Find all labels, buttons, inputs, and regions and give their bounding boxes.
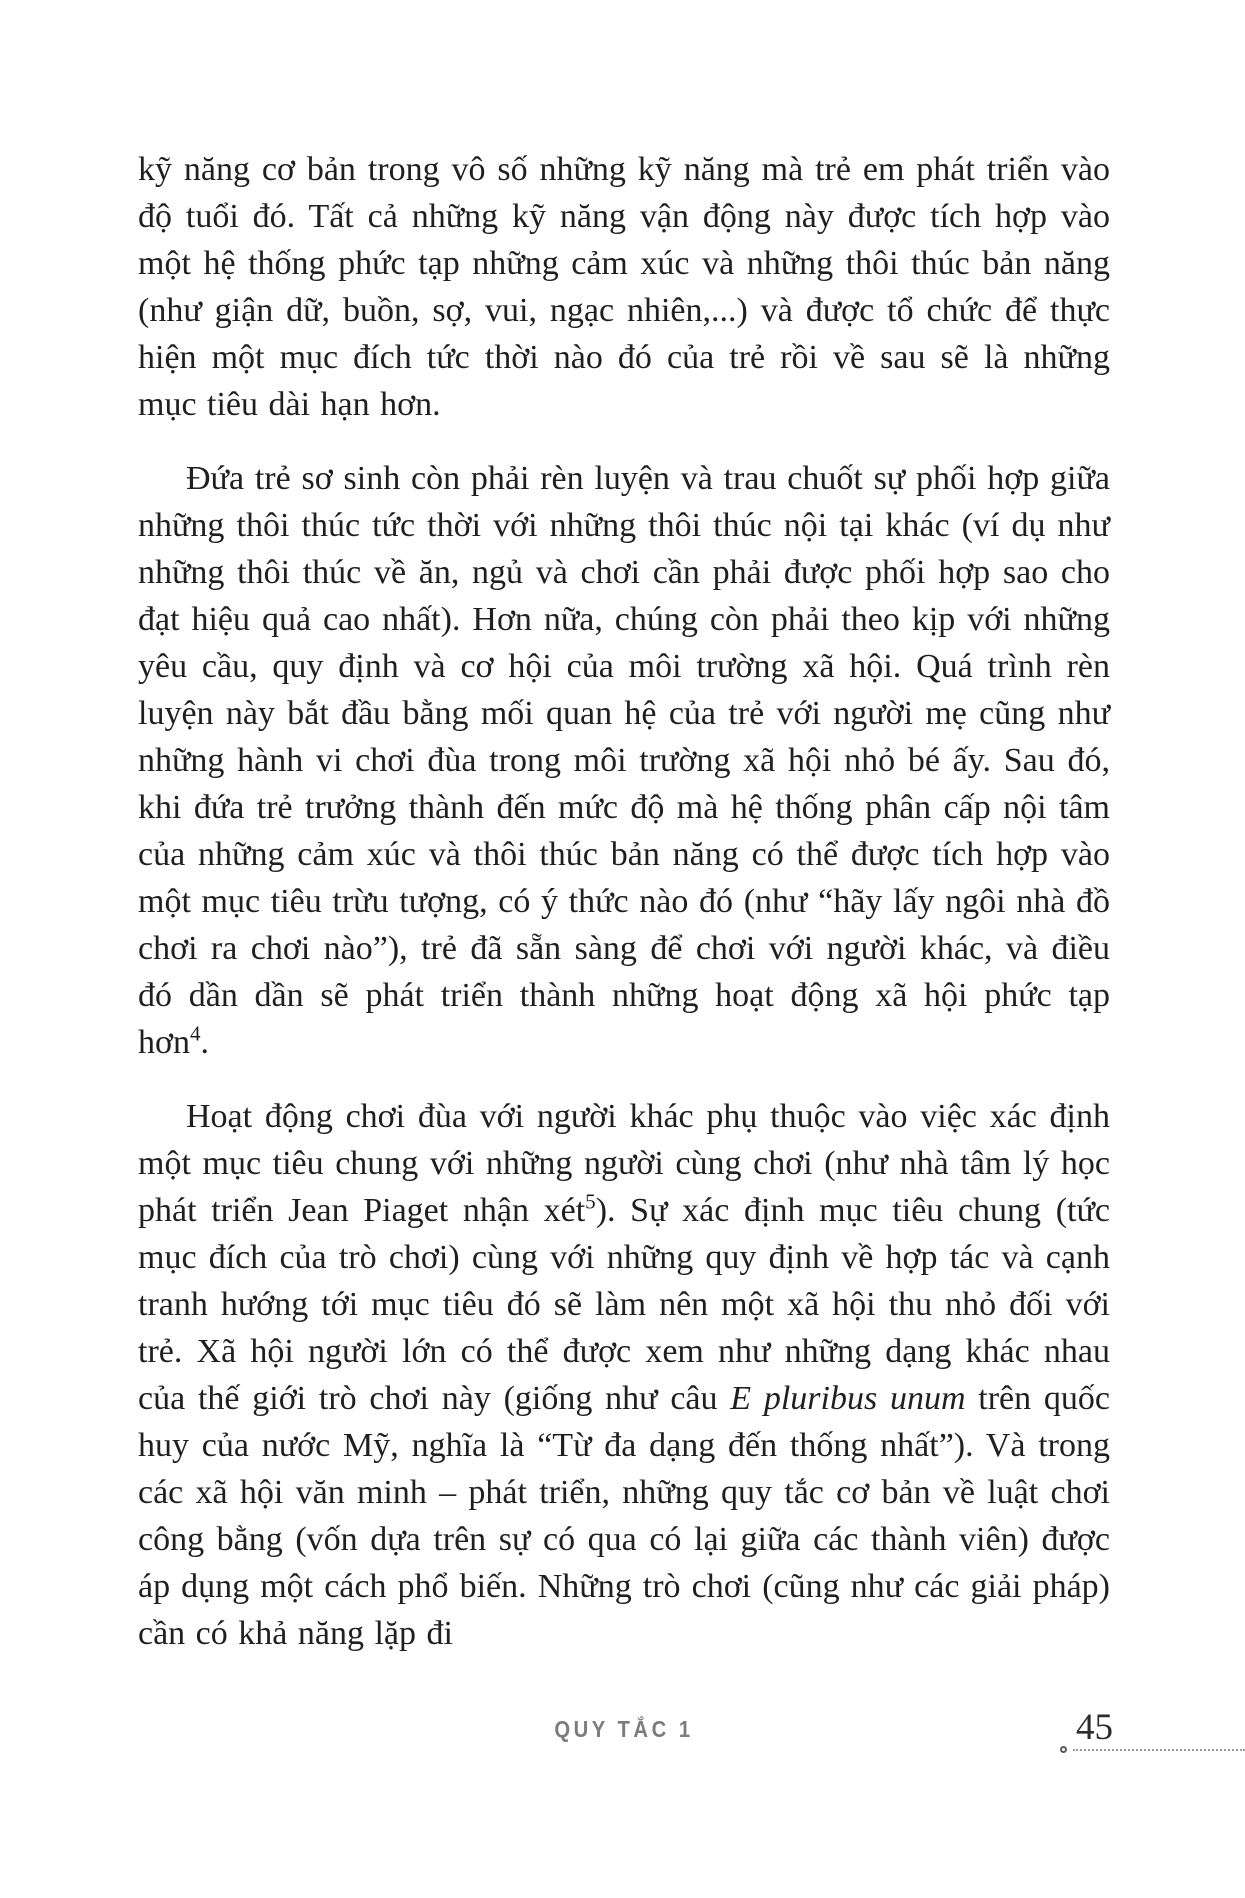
footer-circle-ornament: [1060, 1746, 1067, 1753]
footer-dotted-line: [1073, 1749, 1245, 1751]
running-head: QUY TẮC 1: [554, 1716, 694, 1742]
paragraph: [138, 146, 1110, 428]
text-segment: ). Sự xác định mục tiêu chung (tức mục đích của trò chơi) cùng với những quy định về hợp tác và cạnh tranh hướng tới mục tiêu đó sẽ làm nên một xã hội thu nhỏ đối với trẻ. Xã hội người lớn có thể được xem như những dạng khác nhau của thế giới trò chơi này (giống như câu: [138, 1192, 1110, 1417]
text-segment: kỹ năng cơ bản trong vô số những kỹ năng mà trẻ em phát triển vào độ tuổi đó. Tất cả những kỹ năng vận động này được tích hợp vào một hệ thống phức tạp những cảm xúc và những thôi thúc bản năng (như giận dữ, buồn, sợ, vui, ngạc nhiên,...) và được tổ chức để thực hiện một mục đích tức thời nào đó của trẻ rồi về sau sẽ là những mục tiêu dài hạn hơn.: [138, 151, 1110, 423]
page-number: 45: [1076, 1707, 1113, 1748]
text-segment: Đứa trẻ sơ sinh còn phải rèn luyện và trau chuốt sự phối hợp giữa những thôi thúc tức thời với những thôi thúc nội tại khác (ví dụ như những thôi thúc về ăn, ngủ và chơi cần phải được phối hợp sao cho đạt hiệu quả cao nhất). Hơn nữa, chúng còn phải theo kịp với những yêu cầu, quy định và cơ hội của môi trường xã hội. Quá trình rèn luyện này bắt đầu bằng mối quan hệ của trẻ với người mẹ cũng như những hành vi chơi đùa trong môi trường xã hội nhỏ bé ấy. Sau đó, khi đứa trẻ trưởng thành đến mức độ mà hệ thống phân cấp nội tâm của những cảm xúc và thôi thúc bản năng có thể được tích hợp vào một mục tiêu trừu tượng, có ý thức nào đó (như “hãy lấy ngôi nhà đồ chơi ra chơi nào”), trẻ đã sẵn sàng để chơi với người khác, và điều đó dần dần sẽ phát triển thành những hoạt động xã hội phức tạp hơn: [138, 460, 1110, 1061]
footnote-marker: 4: [189, 1021, 201, 1046]
body-text: [138, 146, 1110, 1684]
paragraph: [138, 1093, 1110, 1657]
text-segment: .: [200, 1024, 210, 1061]
footnote-marker: 5: [585, 1189, 596, 1214]
paragraph: [138, 455, 1110, 1066]
text-segment: trên quốc huy của nước Mỹ, nghĩa là “Từ đa dạng đến thống nhất”). Và trong các xã hội văn minh – phát triển, những quy tắc cơ bản về luật chơi công bằng (vốn dựa trên sự có qua có lại giữa các thành viên) được áp dụng một cách phổ biến. Những trò chơi (cũng như các giải pháp) cần có khả năng lặp đi: [138, 1380, 1110, 1652]
text-segment: E pluribus unum: [730, 1380, 966, 1417]
text-segment: Hoạt động chơi đùa với người khác phụ thuộc vào việc xác định một mục tiêu chung với những người cùng chơi (như nhà tâm lý học phát triển Jean Piaget nhận xét: [138, 1098, 1110, 1229]
